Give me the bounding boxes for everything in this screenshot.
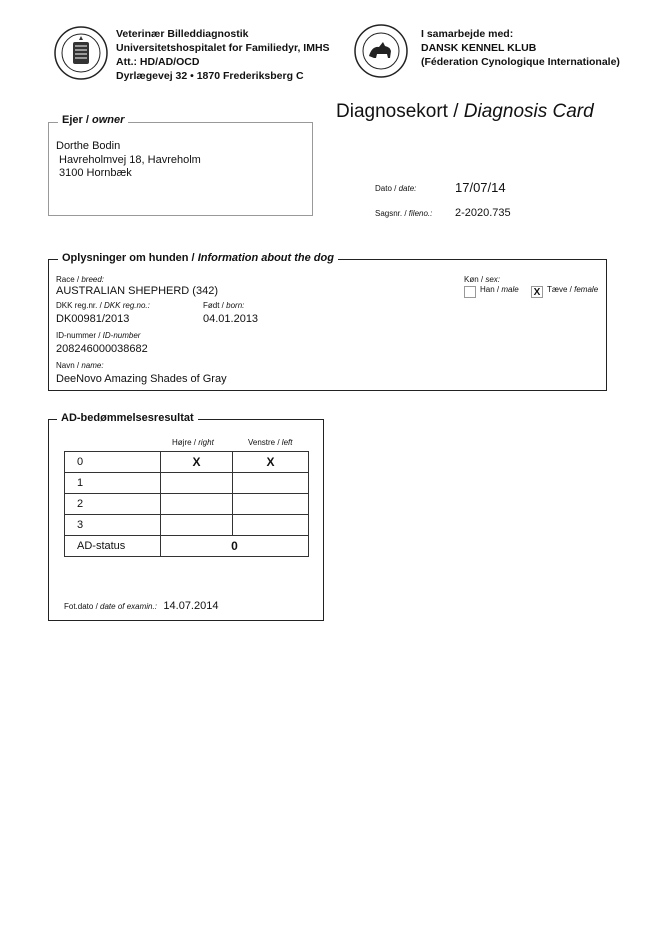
table-row [65,452,309,473]
owner-legend-da: Ejer / [62,114,92,126]
fileno-label-da: Sagsnr. / [375,209,409,218]
born-label-en: born: [226,301,245,310]
left-mark-cell [233,494,309,515]
male-label-da: Han / [480,285,502,294]
owner-legend [58,114,128,126]
breed-label [56,275,104,284]
left-mark-cell [233,473,309,494]
id-value: 208246000038682 [56,343,148,355]
left-mark-cell: X [233,452,309,473]
breed-label-en: breed: [81,275,105,284]
male-label-en: male [501,285,519,294]
dog-name-label-en: name: [81,361,104,370]
grade-cell: 3 [65,515,161,536]
date-label [375,184,416,193]
id-label [56,331,140,340]
owner-name: Dorthe Bodin [56,140,121,152]
dog-name-label-da: Navn / [56,361,82,370]
page-title [336,101,594,123]
university-seal-logo [54,26,108,80]
ad-status-label: AD-status [65,536,161,557]
ad-result-legend: AD-bedømmelsesresultat [57,412,198,424]
partner-federation: (Féderation Cynologique Internationale) [421,56,620,68]
born-value: 04.01.2013 [203,313,259,325]
reg-label [56,301,150,310]
sex-female-checkbox[interactable]: X [531,286,543,298]
right-header-en: right [198,438,214,447]
left-header-en: left [281,438,293,447]
grade-cell: 2 [65,494,161,515]
dog-name-label [56,361,104,370]
left-mark-cell [233,515,309,536]
dog-info-legend [58,252,338,264]
exam-date-row [64,596,218,614]
female-label-en: female [574,285,599,294]
id-label-da: ID-nummer / [56,331,103,340]
fileno-label-en: fileno.: [408,209,433,218]
date-label-da: Dato / [375,184,399,193]
ad-grade-table [64,451,309,557]
sex-female-label [547,285,598,294]
table-row [65,515,309,536]
title-main: Diagnosekort / [336,101,464,122]
sex-male-label [480,285,519,294]
date-value: 17/07/14 [455,180,506,195]
right-header-da: Højre / [172,438,199,447]
fileno-label [375,209,432,218]
sex-male-checkbox[interactable] [464,286,476,298]
partner-name: DANSK KENNEL KLUB [421,42,537,54]
ad-status-row [65,536,309,557]
reg-value: DK00981/2013 [56,313,130,325]
clinic-hospital: Universitetshospitalet for Familiedyr, IMHS [116,42,330,54]
right-mark-cell: X [161,452,233,473]
table-row [65,494,309,515]
breed-value: AUSTRALIAN SHEPHERD (342) [56,285,218,297]
kennel-club-logo [354,24,408,78]
clinic-attention: Att.: HD/AD/OCD [116,56,200,68]
sex-label [464,275,500,284]
right-mark-cell [161,515,233,536]
partner-intro: I samarbejde med: [421,28,514,40]
dog-name-value: DeeNovo Amazing Shades of Gray [56,373,227,385]
reg-label-en: DKK reg.no.: [104,301,150,310]
right-mark-cell [161,473,233,494]
right-column-header [172,438,214,447]
owner-street: Havreholmvej 18, Havreholm [59,154,201,166]
exam-label-en: date of examin.: [100,602,157,611]
fileno-value: 2-2020.735 [455,207,511,219]
table-row [65,473,309,494]
date-label-en: date: [398,184,417,193]
grade-cell: 1 [65,473,161,494]
right-mark-cell [161,494,233,515]
id-label-en: ID-number [102,331,141,340]
sex-label-da: Køn / [464,275,486,284]
owner-city: 3100 Hornbæk [59,167,132,179]
breed-label-da: Race / [56,275,82,284]
dog-legend-en: Information about the dog [197,252,334,264]
dog-info-box [48,259,607,391]
left-column-header [248,438,292,447]
exam-date-value: 14.07.2014 [163,600,219,612]
left-header-da: Venstre / [248,438,282,447]
reg-label-da: DKK reg.nr. / [56,301,105,310]
exam-label-da: Fot.dato / [64,602,101,611]
owner-legend-en: owner [91,114,125,126]
grade-cell: 0 [65,452,161,473]
clinic-name: Veterinær Billeddiagnostik [116,28,249,40]
clinic-address: Dyrlægevej 32 • 1870 Frederiksberg C [116,70,304,82]
title-italic: Diagnosis Card [463,101,594,122]
born-label [203,301,244,310]
ad-status-value: 0 [161,536,309,557]
born-label-da: Født / [203,301,227,310]
female-label-da: Tæve / [547,285,575,294]
dog-legend-da: Oplysninger om hunden / [62,252,198,264]
sex-label-en: sex: [485,275,501,284]
